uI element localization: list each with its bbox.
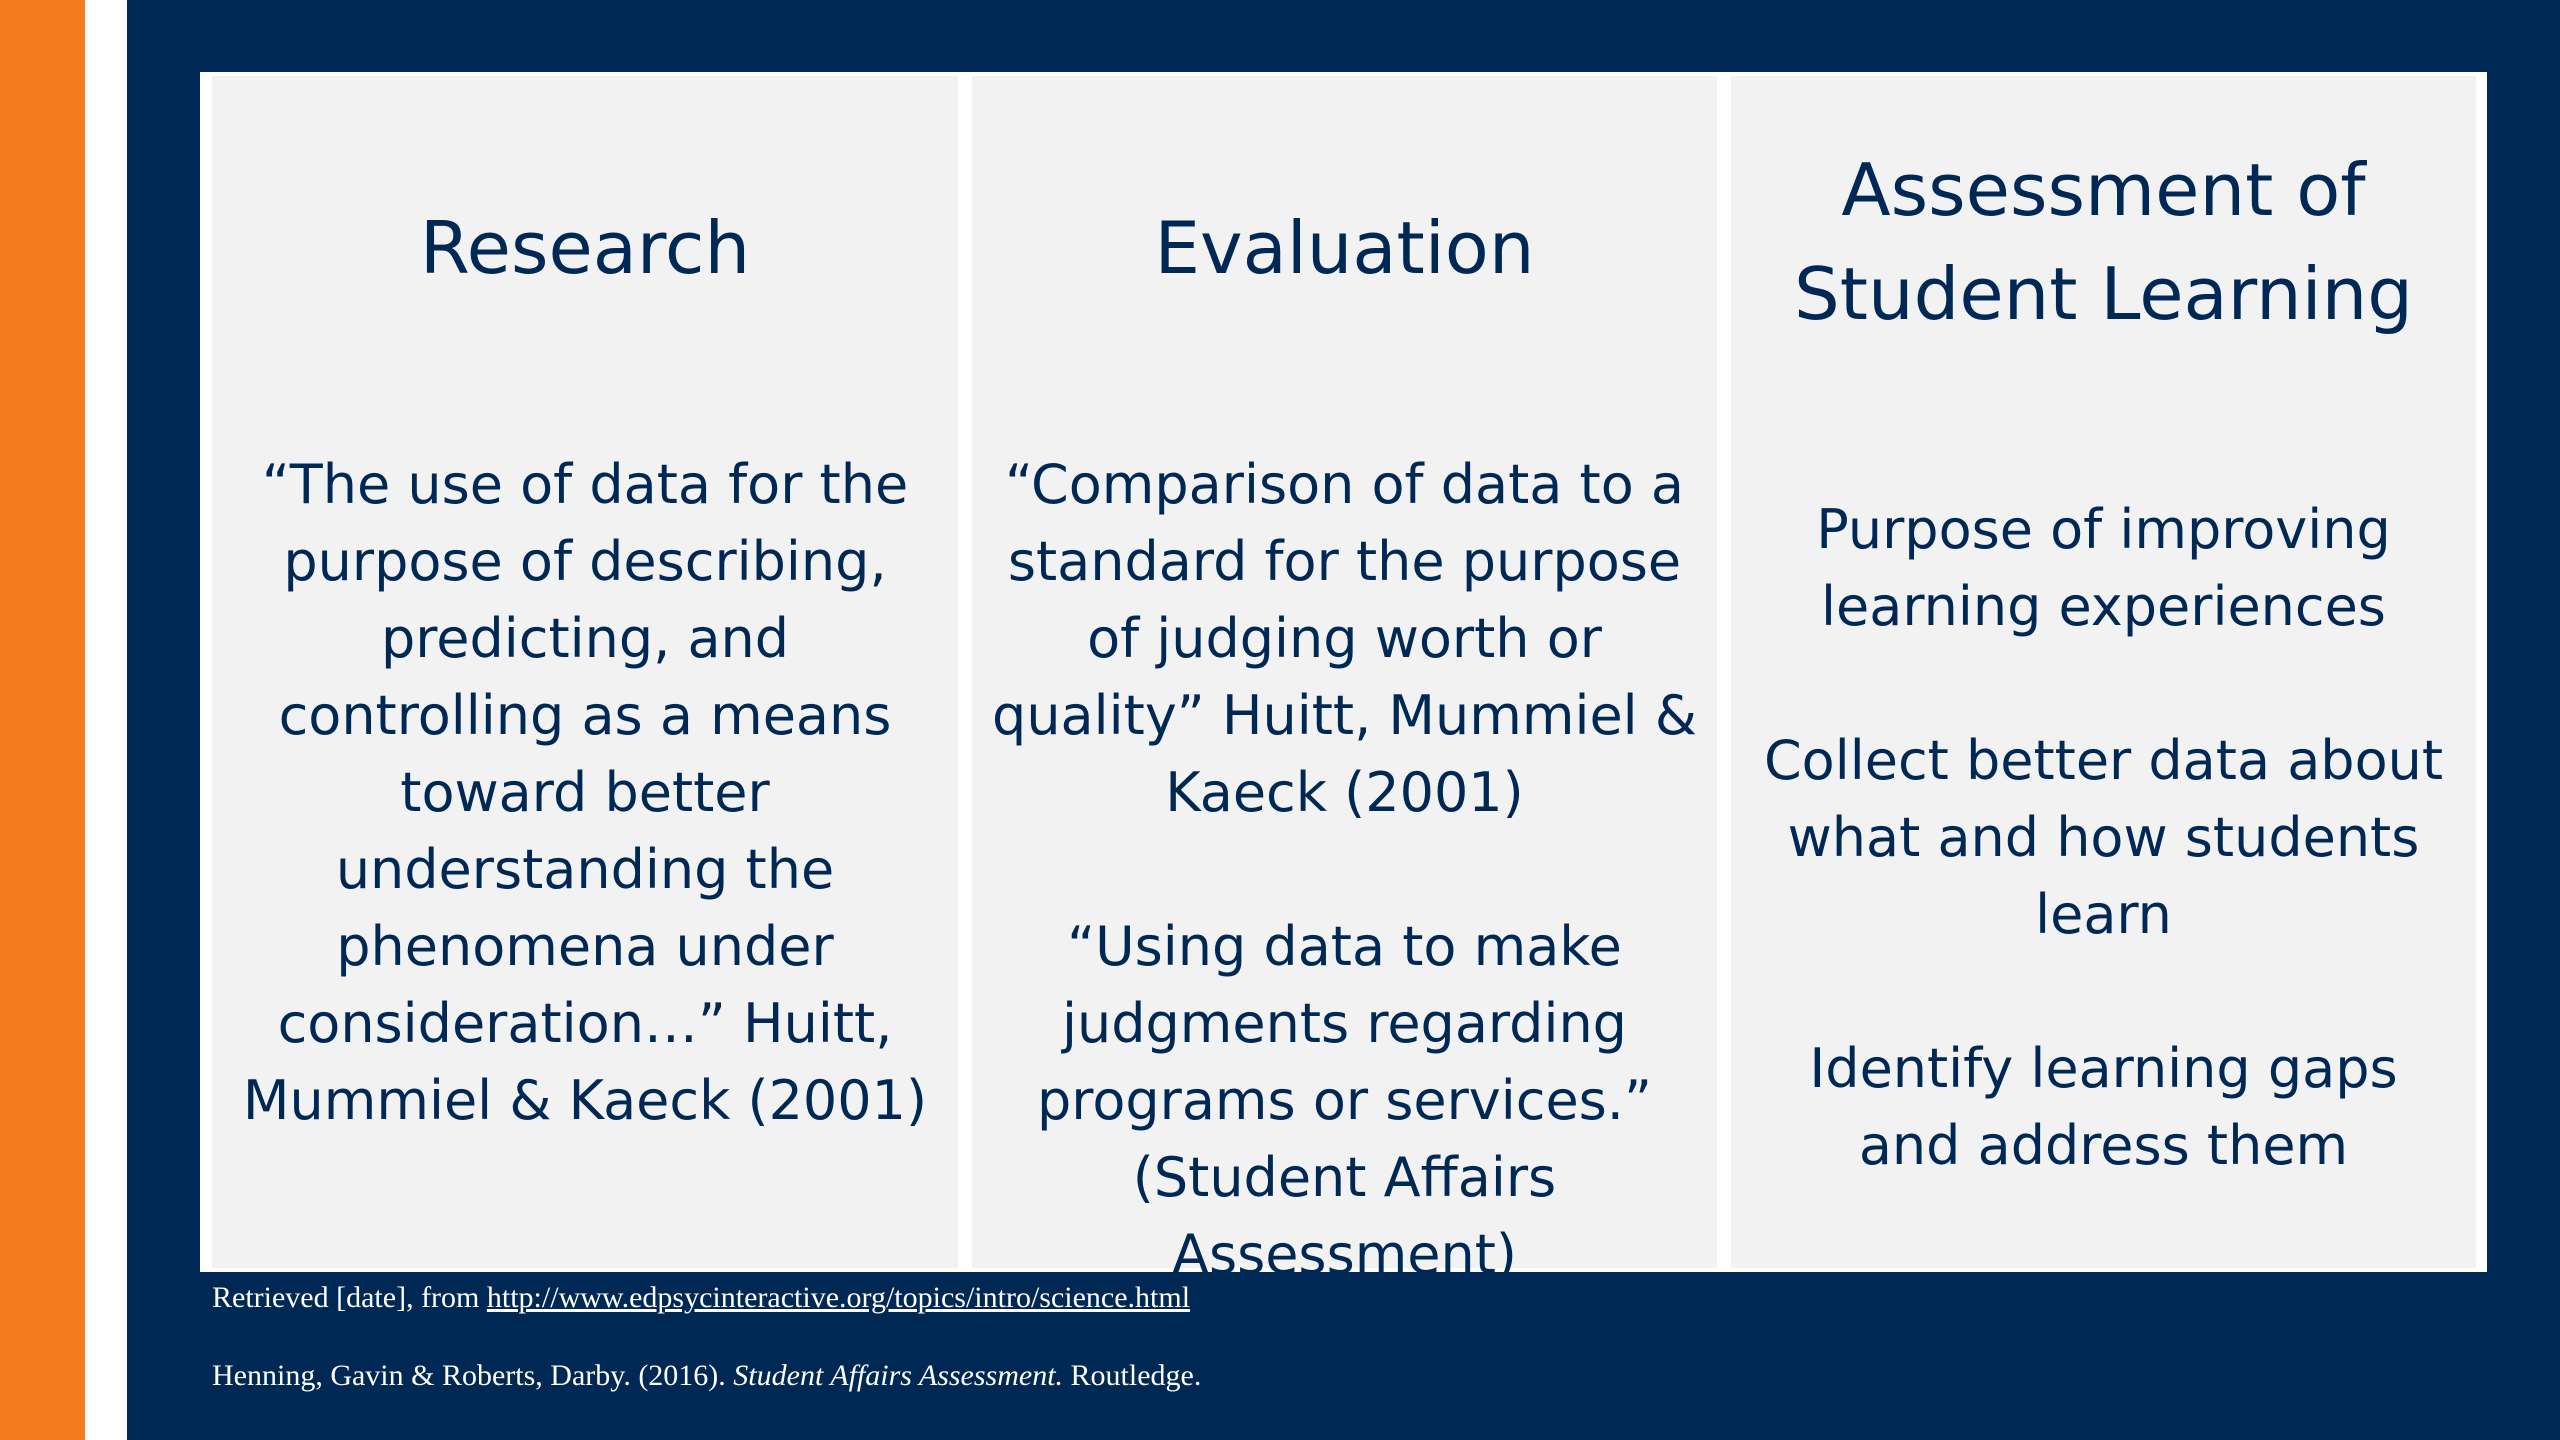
- assessment-point-3: Identify learning gaps and address them: [1809, 1037, 2398, 1177]
- assessment-title: Assessment of Student Learning: [1794, 148, 2413, 336]
- assessment-column: [1731, 76, 2476, 1331]
- reference-huitt-link[interactable]: http://www.edpsycinteractive.org/topics/intro/science.html: [486, 1281, 1191, 1314]
- evaluation-definition-2: “Using data to make judgments regarding programs or services.” (Student Affairs Assessment): [1037, 915, 1652, 1286]
- assessment-body: [1751, 491, 2456, 1338]
- assessment-point-4: Leads to action: [1897, 1268, 2310, 1331]
- reference-henning-authors: Henning, Gavin & Roberts, Darby. (2016).: [212, 1359, 734, 1392]
- reference-henning-title: Student Affairs Assessment.: [733, 1359, 1064, 1392]
- reference-huitt: [212, 1278, 2452, 1318]
- reference-huitt-prefix: Retrieved [date], from: [212, 1281, 487, 1314]
- assessment-point-1: Purpose of improving learning experiences: [1816, 498, 2391, 638]
- reference-henning: [212, 1356, 2452, 1396]
- research-title: Research: [419, 206, 751, 290]
- evaluation-column: [972, 76, 1717, 1286]
- orange-accent-bar: [0, 0, 85, 1440]
- evaluation-body: [992, 446, 1697, 1293]
- research-body: [232, 446, 938, 1139]
- research-column: [212, 76, 958, 1268]
- research-definition: “The use of data for the purpose of describing, predicting, and controlling as a means toward better understanding the phenomena under consideration…” Huitt, Mummiel & Kaeck (2001): [242, 453, 928, 1132]
- assessment-point-2: Collect better data about what and how students learn: [1763, 729, 2444, 946]
- evaluation-definition-1: “Comparison of data to a standard for the purpose of judging worth or quality” Huitt, Mummiel & Kaeck (2001): [992, 453, 1697, 824]
- reference-henning-publisher: Routledge.: [1063, 1359, 1202, 1392]
- evaluation-title: Evaluation: [1154, 206, 1535, 290]
